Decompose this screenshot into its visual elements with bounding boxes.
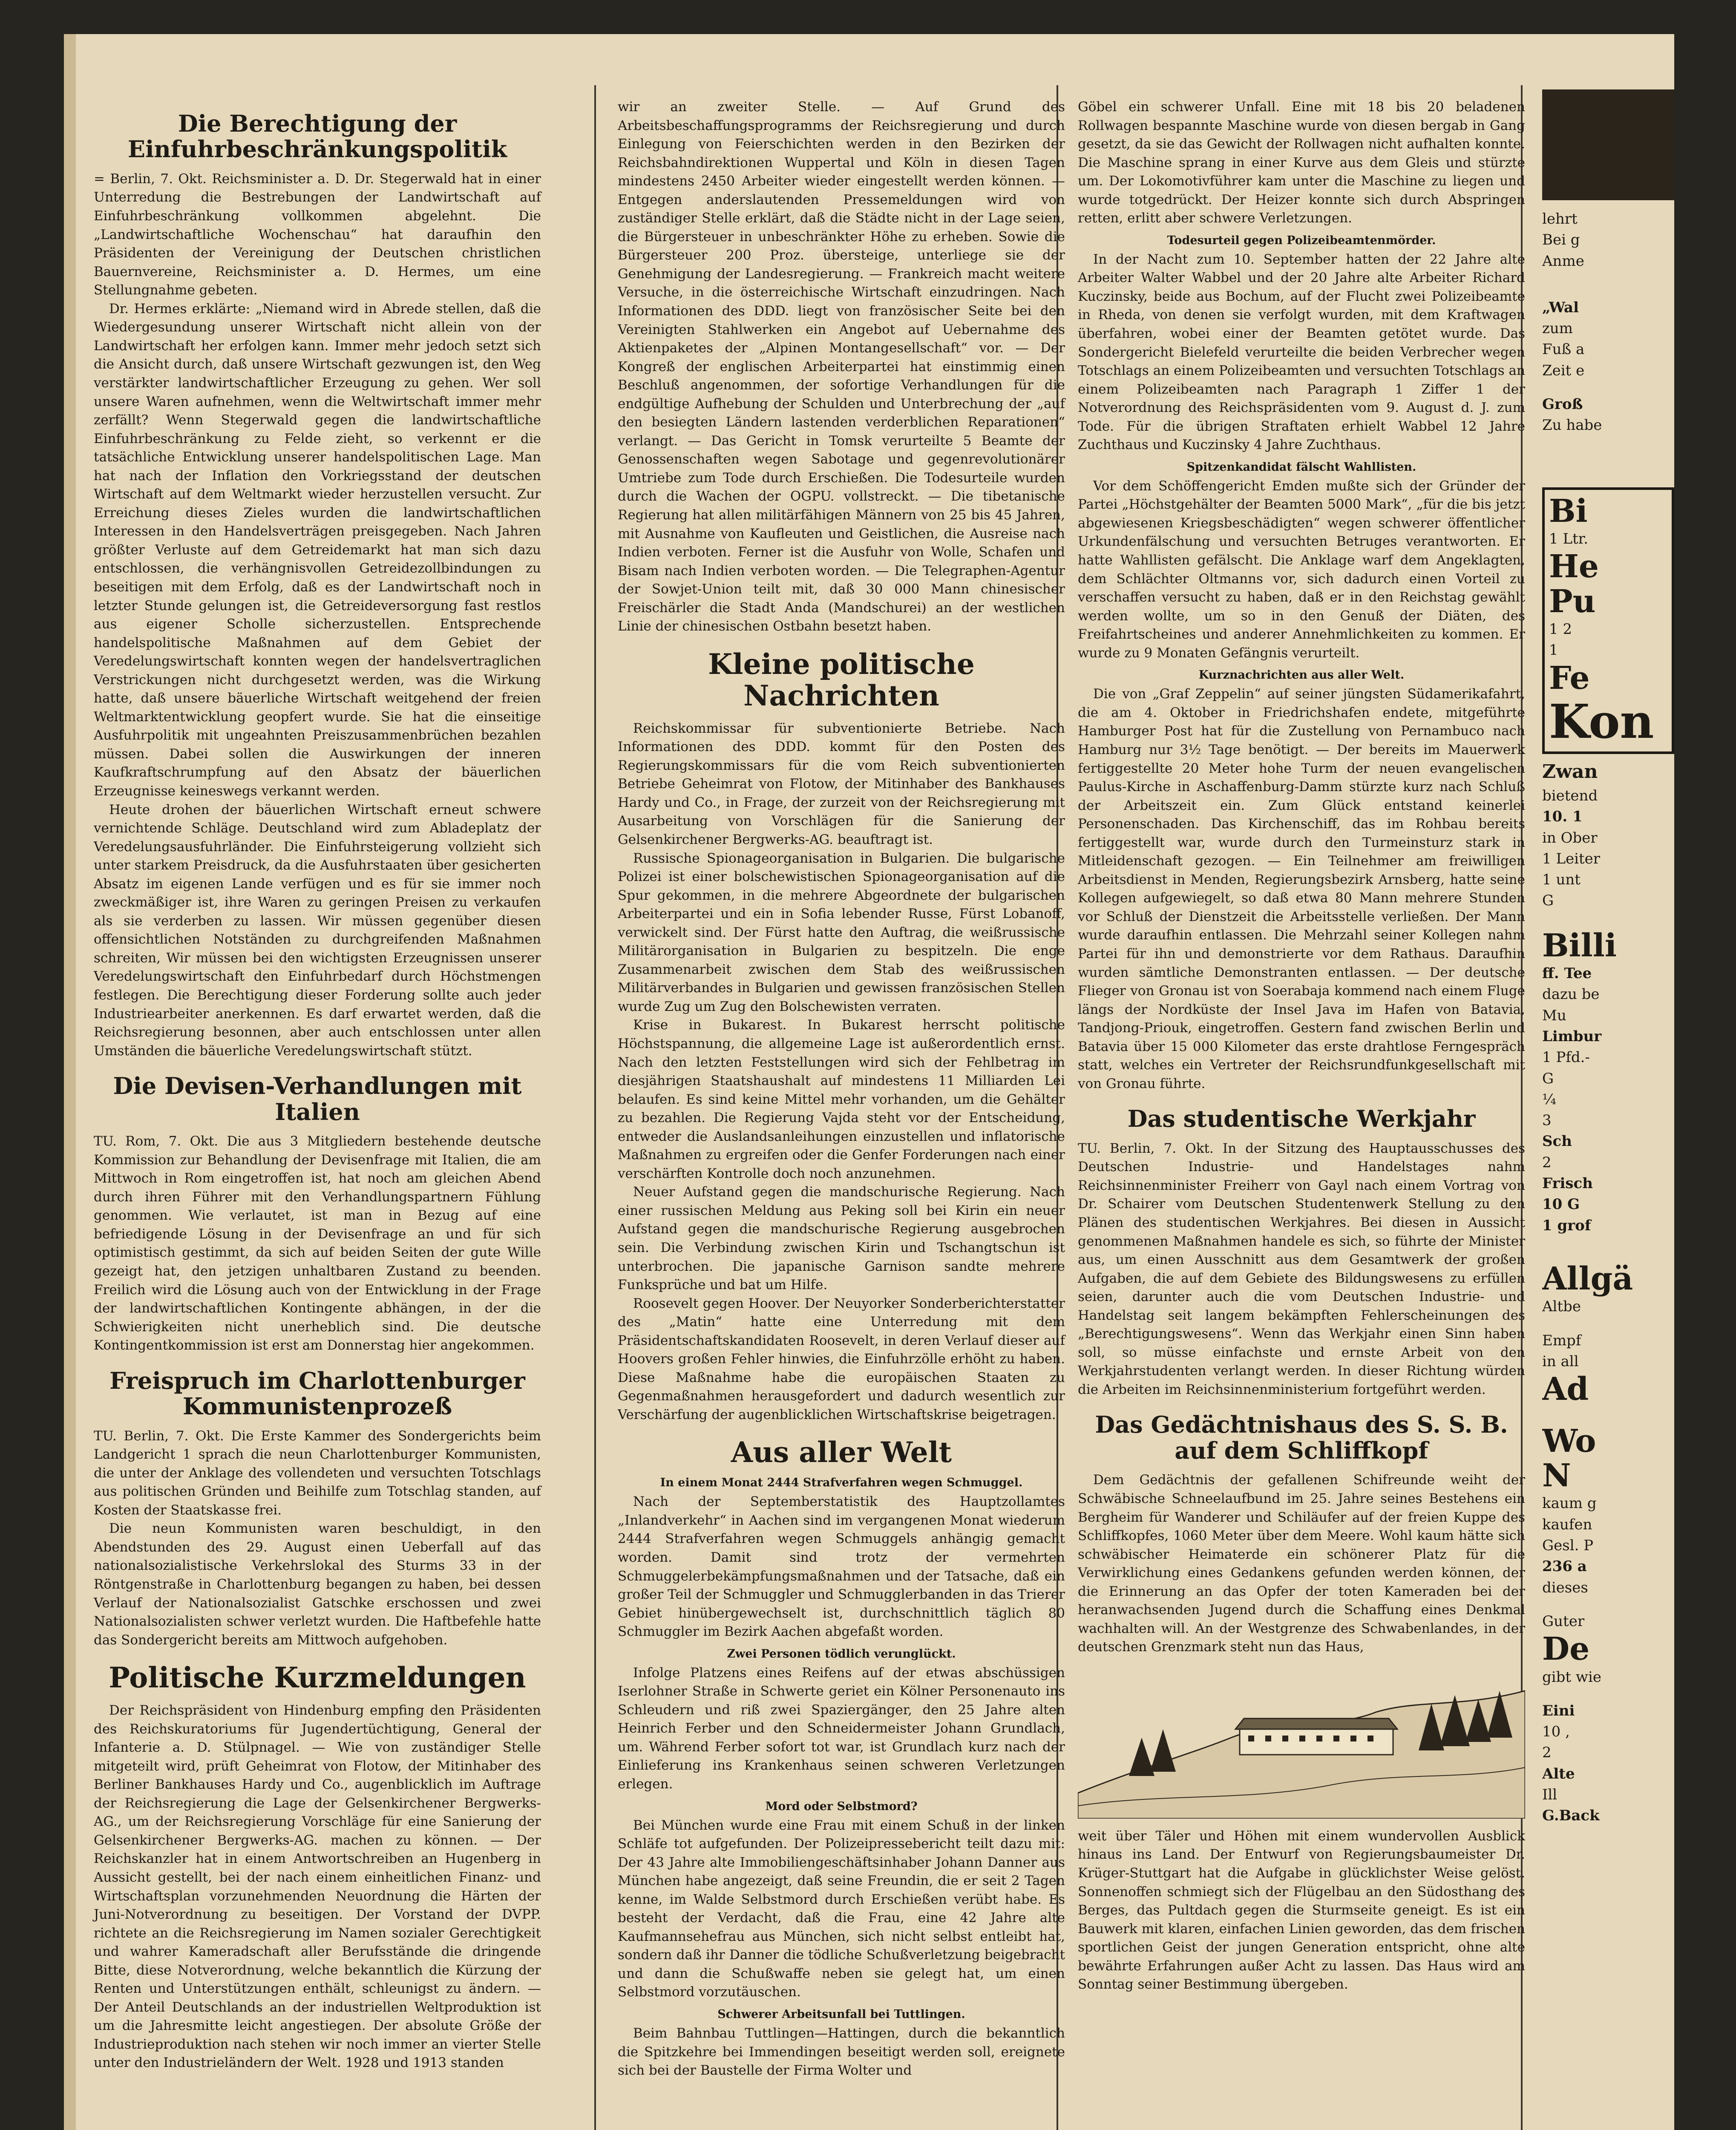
ad-fragment: Eini	[1542, 1702, 1575, 1719]
ad-fragment: 1 unt	[1542, 871, 1581, 889]
article-paragraph: Göbel ein schwerer Unfall. Eine mit 18 bis 20 beladenen Rollwagen bespannte Maschine wurde von diesen bergab in Gang gesetzt, da sie das Gewicht der Rollwagen nicht aufhalten konnte. Die Maschine sprang in einer Kurve aus dem Gleis und stürzte um. Der Lokomotivführer kam unter die Maschine zu liegen und wurde totgedrückt. Der Heizer konnte sich durch Abspringen retten, erlitt aber schwere Verletzungen.	[1078, 99, 1525, 226]
ad-fragment: De	[1542, 1631, 1590, 1668]
ad-fragment: in Ober	[1542, 829, 1598, 846]
ad-fragment: Kon	[1549, 694, 1654, 749]
article-paragraph: Russische Spionageorganisation in Bulgarien. Die bulgarische Polizei ist einer bolschewistischen Spionageorganisation auf die Spur gekommen, in die mehrere Abgeordnete der bulgarischen Arbeiterpartei und ein in Sofia lebender Russe, Fürst Lobanoff, verwickelt sind. Der Fürst hatte den Auftrag, die weißrussische Militärorganisation in Bulgarien zu bespitzeln. Die enge Zusammenarbeit zwischen dem Stab des weißrussischen Militärverbandes in Bulgarien und gewissen französischen Stellen wurde Zug um Zug den Bolschewisten verraten.	[618, 850, 1065, 1014]
ad-fragment: Wo	[1542, 1422, 1596, 1459]
article-paragraph: Neuer Aufstand gegen die mandschurische Regierung. Nach einer russischen Meldung aus Peking soll bei Kirin ein neuer Aufstand gegen die mandschurische Regierung ausgebrochen sein. Die Verbindung zwischen Kirin und Tschangtschun ist unterbrochen. Die japanische Garnison sandte mehrere Funksprüche und bat um Hilfe.	[618, 1184, 1065, 1293]
subheading: Kurznachrichten aus aller Welt.	[1198, 668, 1405, 682]
ad-fragment: G.Back	[1542, 1807, 1600, 1825]
ad-fragment: ¼	[1542, 1091, 1556, 1108]
ad-fragment: Groß	[1542, 396, 1583, 413]
article-paragraph: Die neun Kommunisten waren beschuldigt, in den Abendstunden des 29. August einen Ueberfall auf das nationalsozialistische Verkehrslokal des Sturms 33 in der Röntgenstraße in Charlottenburg begangen zu haben, bei dessen Verlauf der Nationalsozialist Gatschke erschossen und zwei Nationalsozialisten schwer verletzt wurden. Die Haftbefehle hatte das Sondergericht bereits am Mittwoch aufgehoben.	[94, 1521, 541, 1648]
article-paragraph: = Berlin, 7. Okt. Reichsminister a. D. Dr. Stegerwald hat in einer Unterredung die Bestrebungen der Landwirtschaft auf Einfuhrbeschränkung vollkommen abgelehnt. Die „Landwirtschaftliche Wochenschau“ hat daraufhin den Präsidenten der Vereinigung der Deutschen christlichen Bauernvereine, Reichsminister a. D. Hermes, um eine Stellungnahme gebeten.	[94, 171, 541, 298]
ad-fragment: dazu be	[1542, 986, 1600, 1003]
article-paragraph: Reichskommissar für subventionierte Betriebe. Nach Informationen des DDD. kommt für den Posten des Regierungskommissars für die vom Reich subventionierten Betriebe Geheimrat von Flotow, der Mitinhaber des Bankhauses Hardy und Co., in Frage, der zurzeit von der Reichsregierung mit Ausarbeitung von Vorschlägen für die Sanierung der Gelsenkirchener Bergwerks-AG. beauftragt ist.	[618, 720, 1065, 847]
ad-fragment: Mu	[1542, 1007, 1566, 1024]
article-paragraph: Infolge Platzens eines Reifens auf der etwas abschüssigen Iserlohner Straße in Schwerte geriet ein Kölner Personenauto ins Schleudern und riß zwei Spaziergänger, den 25 Jahre alten Heinrich Ferber und den Schneidermeister Johann Grundlach, um. Während Ferber sofort tot war, ist Grundlach kurz nach der Einlieferung ins Krankenhaus seinen schweren Verletzungen erlegen.	[618, 1665, 1065, 1792]
ad-fragment: 10. 1	[1542, 808, 1583, 826]
ad-fragment: 1 Pfd.-	[1542, 1049, 1590, 1066]
ad-graphic	[1542, 89, 1674, 200]
ad-fragment: N	[1542, 1457, 1571, 1494]
ad-fragment: Altbe	[1542, 1298, 1581, 1315]
ad-fragment: 1 2	[1549, 621, 1572, 638]
mountain-house-illustration	[1078, 1665, 1525, 1819]
ad-fragment: Empf	[1542, 1332, 1581, 1349]
ad-fragment: zum	[1542, 320, 1573, 337]
ad-fragment: Ad	[1542, 1371, 1589, 1408]
ad-fragment: 10 ,	[1542, 1723, 1570, 1741]
article-paragraph: TU. Berlin, 7. Okt. In der Sitzung des Hauptausschusses des Deutschen Industrie- und Handelstages nahm Reichsinnenminister Freiherr von Gayl nach einem Vortrag von Dr. Schairer vom Deutschen Studentenwerk Stellung zu den Plänen des studentischen Werkjahres. Bei diesen in Aussicht genommenen Maßnahmen handele es sich, so führte der Minister aus, um einen Ausschnitt aus dem Gesamtwerk der großen Aufgaben, die auf dem Gebiete des Bildungswesens zu erfüllen seien, darunter auch die vom Deutschen Industrie- und Handelstag seit langem bekämpften Fehlerscheinungen des „Berechtigungswesens“. Wenn das Werkjahr einen Sinn haben soll, so müsse einfachste und ernste Arbeit von den Werkjahrstudenten verlangt werden. In dieser Richtung würden die Arbeiten im Reichsinnenministerium fortgeführt werden.	[1078, 1140, 1525, 1397]
column-1	[94, 98, 541, 2072]
article-paragraph: Beim Bahnbau Tuttlingen—Hattingen, durch die bekanntlich die Spitzkehre bei Immendingen beseitigt werden soll, ereignete sich bei der Baustelle der Firma Wolter und	[618, 2026, 1065, 2078]
ad-fragment: Gesl. P	[1542, 1537, 1594, 1554]
article-paragraph: Bei München wurde eine Frau mit einem Schuß in der linken Schläfe tot aufgefunden. Der Polizeipressebericht teilt dazu mit: Der 43 Jahre alte Immobiliengeschäftsinhaber Johann Danner aus München habe angezeigt, daß seine Freundin, die er seit 2 Tagen kenne, im Walde Selbstmord durch Erschießen verübt habe. Es besteht der Verdacht, daß die Frau, eine 42 Jahre alte Kaufmannsehefrau aus München, sich nicht selbst entleibt hat, sondern daß ihr Danner die tödliche Schußverletzung beigebracht und dann die Schußwaffe neben sie gelegt hat, um einen Selbstmord vorzutäuschen.	[618, 1817, 1065, 2000]
ad-box	[1542, 487, 1674, 754]
newspaper-page	[64, 34, 1674, 2130]
subheading: Spitzenkandidat fälscht Wahllisten.	[1186, 460, 1416, 474]
ad-fragment: 3	[1542, 1112, 1552, 1129]
ad-fragment: 1 Ltr.	[1549, 530, 1589, 548]
ad-fragment: G	[1542, 1070, 1554, 1087]
headline-einfuhr: Die Berechtigung der Einfuhrbeschränkungspolitik	[127, 110, 507, 163]
article-paragraph: Der Reichspräsident von Hindenburg empfing den Präsidenten des Reichskuratoriums für Jugendertüchtigung, General der Infanterie a. D. Stülpnagel. — Wie von zuständiger Stelle mitgeteilt wird, prüft Geheimrat von Flotow, der Mitinhaber des Berliner Bankhauses Hardy und Co., augenblicklich im Auftrage der Reichsregierung die Lage der Gelsenkirchener Bergwerks-AG., um der Reichsregierung Vorschläge für eine Sanierung der Gelsenkirchener Bergwerks-AG. machen zu können. — Der Reichskanzler hat in einem Antwortschreiben an Hugenberg in Aussicht gestellt, bei der nach einem einheitlichen Finanz- und Wirtschaftsplan vorzunehmenden Neuordnung die Härten der Juni-Notverordnung zu beseitigen. Der Vorstand der DVPP. richtete an die Reichsregierung im Namen sozialer Gerechtigkeit und wahrer Kameradschaft aller Berufsstände die dringende Bitte, diese Notverordnung, welche bekanntlich die Kürzung der Renten und Unterstützungen enthält, schleunigst zu ändern. — Der Anteil Deutschlands an der industriellen Weltproduktion ist um die Jahresmitte leicht angestiegen. Der absolute Größe der Industrieproduktion nach stehen wir noch immer an vierter Stelle unter den Industrieländern der Welt. 1928 und 1913 standen	[94, 1703, 541, 2071]
article-paragraph: Die von „Graf Zeppelin“ auf seiner jüngsten Südamerikafahrt, die am 4. Oktober in Friedrichshafen endete, mitgeführte Hamburger Post hat für die Zustellung von Pernambuco nach Hamburg nur 3½ Tage benötigt. — Der bereits im Mauerwerk fertiggestellte 20 Meter hohe Turm der neuen evangelischen Paulus-Kirche in Aschaffenburg-Damm stürzte kurz nach Schluß der Arbeitszeit ein. Zum Glück entstand keinerlei Personenschaden. Das Kirchenschiff, das im Rohbau bereits fertiggestellt war, wurde durch den Turmeinsturz stark in Mitleidenschaft gezogen. — Ein Teilnehmer am freiwilligen Arbeitsdienst in Menden, Regierungsbezirk Arnsberg, hatte seine Kollegen aufgewiegelt, so daß etwa 80 Mann mehrere Stunden vor Schluß der Dienstzeit die Arbeitsstelle verließen. Der Mann wurde daraufhin entlassen. Die Mehrzahl seiner Kollegen nahm Partei für ihn und demonstrierte vor dem Rathaus. Daraufhin wurden sämtliche Demonstranten entlassen. — Der deutsche Flieger von Gronau ist von Soerabaja kommend nach einem Fluge längs der Nordküste der Insel Java im Hafen von Batavia, Tandjong-Priouk, eingetroffen. Gestern fand zwischen Berlin und Batavia über 15 000 Kilometer das erste drahtlose Ferngespräch statt, welches ein Vertreter der Reichsrundfunkgesellschaft mit von Gronau führte.	[1078, 686, 1525, 1091]
ad-fragment: 2	[1542, 1744, 1552, 1762]
article-paragraph: Dr. Hermes erklärte: „Niemand wird in Abrede stellen, daß die Wiedergesundung unserer Wirtschaft nicht allein von der Landwirtschaft her erfolgen kann. Immer mehr jedoch setzt sich die Ansicht durch, daß unsere Wirtschaft gezwungen ist, den Weg verstärkter landwirtschaftlicher Erzeugung zu gehen. Wer soll unsere Waren aufnehmen, wenn die Weltwirtschaft immer mehr zerfällt? Wenn Stegerwald gegen die landwirtschaftliche Einfuhrbeschränkung zu Felde zieht, so verkennt er die tatsächliche Entwicklung unserer handelspolitischen Lage. Man hat nach der Inflation den Vorkriegsstand der deutschen Wirtschaft auf dem Weltmarkt wieder herzustellen versucht. Zur Erreichung dieses Zieles wurden die landwirtschaftlichen Interessen in den Handelsverträgen preisgegeben. Nach Jahren größter Verluste auf dem Getreidemarkt hat man sich dazu entschlossen, die verhängnisvollen Getreidezollbindungen zu beseitigen mit dem Erfolg, daß es der Landwirtschaft noch in letzter Stunde gelungen ist, die Getreideversorgung fast restlos aus eigener Scholle sicherzustellen. Entsprechende handelspolitische Maßnahmen auf dem Gebiet der Veredelungswirtschaft konnten wegen der handelsvertraglichen Verstrickungen nicht durchgesetzt werden, was die Wirkung hatte, daß unsere bäuerliche Wirtschaft weitgehend der freien Weltmarktentwicklung geopfert wurde. Sie hat die einseitige Ausfuhrpolitik mit ungeahnten Preiszusammenbrüchen bezahlen müssen. Dabei sollen die Auswirkungen der inneren Kaufkraftschrumpfung auf den Absatz der bäuerlichen Erzeugnisse keineswegs verkannt werden.	[94, 301, 541, 799]
ad-fragment: in all	[1542, 1353, 1579, 1370]
ad-fragment: Zeit e	[1542, 362, 1585, 379]
ad-fragment: bietend	[1542, 787, 1598, 804]
ad-fragment: Bei g	[1542, 231, 1580, 249]
ad-fragment: Frisch	[1542, 1175, 1593, 1192]
ad-fragment: 10 G	[1542, 1196, 1580, 1213]
ad-fragment: Limbur	[1542, 1028, 1602, 1045]
ad-fragment: G	[1542, 892, 1554, 910]
binding-edge	[64, 34, 76, 2130]
ad-fragment: „Wal	[1542, 299, 1579, 316]
ad-fragment: Zu habe	[1542, 417, 1602, 434]
headline-devisen: Die Devisen-Verhandlungen mit Italien	[113, 1072, 522, 1125]
article-paragraph: TU. Rom, 7. Okt. Die aus 3 Mitgliedern bestehende deutsche Kommission zur Behandlung der Devisenfrage mit Italien, die am Mittwoch in Rom eingetroffen ist, hat noch am gleichen Abend durch ihren Führer mit den Verhandlungspartnern Fühlung genommen. Wie verlautet, ist man in Bezug auf eine befriedigende Lösung in der Devisenfrage an und für sich optimistisch gestimmt, da sich auf beiden Seiten der gute Wille gezeigt hat, den jetzigen unhaltbaren Zustand zu beenden. Freilich wird die Lösung auch von der Entwicklung in der Frage der landwirtschaftlichen Kontingente abhängen, in der die Schwierigkeiten nicht unerheblich sind. Die deutsche Kontingentkommission ist erst am Donnerstag hier angekommen.	[94, 1134, 541, 1353]
article-paragraph: Heute drohen der bäuerlichen Wirtschaft erneut schwere vernichtende Schläge. Deutschland wird zum Abladeplatz der Veredelungsausfuhrländer. Die Einfuhrsteigerung vollzieht sich unter starkem Preisdruck, da die Ausfuhrstaaten über gesicherten Absatz im eigenen Lande verfügen und es für sie immer noch zweckmäßiger ist, ihre Waren zu geringen Preisen zu verkaufen als sie verderben zu lassen. Wir müssen gegenüber diesen offensichtlichen Notständen zu durchgreifenden Maßnahmen schreiten, Wir müssen bei den wichtigsten Erzeugnissen unserer Veredelungswirtschaft den Einfuhrbedarf durch Höchstmengen festlegen. Die Berechtigung dieser Forderung sollte auch jeder Industriearbeiter anerkennen. Es darf erwartet werden, daß die Reichsregierung besonnen, aber auch entschlossen unter allen Umständen die bäuerliche Veredelungswirtschaft stützt.	[94, 802, 541, 1059]
ad-fragment: 1 grof	[1542, 1217, 1591, 1234]
column-rule	[594, 85, 596, 2130]
ad-fragment: gibt wie	[1542, 1668, 1601, 1686]
article-paragraph: Vor dem Schöffengericht Emden mußte sich der Gründer der Partei „Höchstgehälter der Beamten 5000 Mark“, „für die bis jetzt abgewiesenen Kriegsbeschädigten“ wegen schwerer öffentlicher Urkundenfälschung und versuchten Betruges verantworten. Er hatte Wahllisten gefälscht. Die Anklage warf dem Angeklagten, dem Schlächter Oltmanns vor, sich dadurch einen Vorteil zu verschaffen versucht zu haben, daß er in den Reichstag gewählt werden wollte, um so in den Genuß der Diäten, des Freifahrtscheines und anderer Annehmlichkeiten zu kommen. Er wurde zu 9 Monaten Gefängnis verurteilt.	[1078, 478, 1525, 661]
ad-fragment: He	[1549, 548, 1599, 585]
ad-fragment: Billi	[1542, 927, 1617, 964]
subheading: In einem Monat 2444 Strafverfahren wegen Schmuggel.	[660, 1476, 1023, 1490]
article-paragraph: wir an zweiter Stelle. — Auf Grund des Arbeitsbeschaffungsprogramms der Reichsregierung und durch Einlegung von Feierschichten werden in den Bezirken der Reichsbahndirektionen Wuppertal und Köln in diesen Tagen mindestens 2450 Arbeiter wieder eingestellt werden können. — Entgegen anderslautenden Pressemeldungen wird von zuständiger Stelle erklärt, daß die Städte nicht in der Lage seien, die Bürgersteuer in unbeschränkter Höhe zu erheben. Sowie die Bürgersteuer 200 Proz. übersteige, unterliege sie der Genehmigung der Landesregierung. — Frankreich macht weitere Versuche, in die österreichische Wirtschaft einzudringen. Nach Informationen des DDD. liegt von französischer Seite bei den Vereinigten Stahlwerken ein Angebot auf Uebernahme des Aktienpaketes der „Alpinen Montangesellschaft“ vor. — Der Kongreß der englischen Arbeiterpartei hat einstimmig einen Beschluß angenommen, der sofortige Verhandlungen für die endgültige Aufhebung der Schulden und Unterbrechung der „auf den besiegten Ländern lastenden verderblichen Reparationen“ verlangt. — Das Gericht in Tomsk verurteilte 5 Beamte der Genossenschaften wegen Sabotage und gegenrevolutionärer Umtriebe zum Tode durch Erschießen. Die Todesurteile wurden durch die Wachen der OGPU. vollstreckt. — Die tibetanische Regierung hat allen militärfähigen Männern von 25 bis 45 Jahren, mit Ausnahme von Kaufleuten und Geistlichen, die Ausreise nach Indien verboten. Ferner ist die Ausfuhr von Wolle, Schafen und Bisam nach Indien verboten worden. — Die Telegraphen-Agentur der Sowjet-Union teilt mit, daß 30 000 Mann chinesischer Freischärler die Stadt Anda (Mandschurei) an der westlichen Linie der chinesischen Ostbahn besetzt haben.	[618, 99, 1065, 634]
column-4-advertisements	[1542, 89, 1674, 1827]
column-3	[1078, 98, 1525, 1994]
ad-fragment: 236 a	[1542, 1558, 1587, 1575]
ad-fragment: Sch	[1542, 1133, 1572, 1150]
article-paragraph: Roosevelt gegen Hoover. Der Neuyorker Sonderberichterstatter des „Matin“ hatte eine Unterredung mit dem Präsidentschaftskandidaten Roosevelt, in deren Verlauf dieser auf Hoovers großen Fehler hinwies, die Einfuhrzölle erhöht zu haben. Diese Maßnahme habe die europäischen Staaten zu Gegenmaßnahmen herausgefordert und dadurch wesentlich zur Verschärfung der augenblicklichen Wirtschaftskrise beigetragen.	[618, 1295, 1065, 1422]
ad-fragment: Fe	[1549, 659, 1590, 697]
article-paragraph: Dem Gedächtnis der gefallenen Schifreunde weiht der Schwäbische Schneelaufbund im 25. Jahre seines Bestehens ein Bergheim für Wanderer und Schiläufer auf der freien Kuppe des Schliffkopfes, 1060 Meter über dem Meere. Wohl kaum hätte sich schwäbischer Heimaterde ein schönerer Platz für die Verwirklichung eines Gedankens gefunden werden können, der die Erinnerung an das Opfer der toten Kameraden bei der heranwachsenden Jugend durch die Schaffung eines Denkmal wachhalten will. An der Westgrenze des Schwabenlandes, in der deutschen Grenzmark steht nun das Haus,	[1078, 1472, 1525, 1655]
subheading: Mord oder Selbstmord?	[765, 1799, 918, 1813]
headline-aus-aller-welt: Aus aller Welt	[731, 1436, 952, 1469]
ad-fragment: 1 Leiter	[1542, 850, 1601, 867]
ad-fragment: Guter	[1542, 1612, 1585, 1630]
subheading: Zwei Personen tödlich verunglückt.	[727, 1647, 956, 1661]
subheading: Schwerer Arbeitsunfall bei Tuttlingen.	[717, 2008, 965, 2021]
article-paragraph: Nach der Septemberstatistik des Hauptzollamtes „Inlandverkehr“ in Aachen sind im vergangenen Monat wiederum 2444 Strafverfahren wegen Schmuggels anhängig gemacht worden. Damit sind trotz der vermehrten Schmuggelerbekämpfungsmaßnahmen und der Tatsache, daß ein großer Teil der Schmuggler und Schmugglerbanden in das Trierer Gebiet hinübergewechselt ist, durchschnittlich täglich 80 Schmuggler im Bezirk Aachen abgefaßt worden.	[618, 1494, 1065, 1640]
ad-fragment: dieses	[1542, 1579, 1588, 1596]
article-paragraph: TU. Berlin, 7. Okt. Die Erste Kammer des Sondergerichts beim Landgericht 1 sprach die neun Charlottenburger Kommunisten, die unter der Anklage des vollendeten und versuchten Totschlags aus politischen Gründen und Beihilfe zum Totschlag standen, auf Kosten der Staatskasse frei.	[94, 1428, 541, 1518]
ad-fragment: Allgä	[1542, 1260, 1633, 1297]
ad-fragment: Bi	[1549, 492, 1588, 530]
ad-fragment: kaufen	[1542, 1516, 1592, 1533]
ad-fragment: kaum g	[1542, 1495, 1597, 1512]
ad-fragment: lehrt	[1542, 210, 1578, 227]
ad-fragment: 1	[1549, 642, 1558, 659]
headline-kurzmeldungen: Politische Kurzmeldungen	[109, 1661, 526, 1695]
article-paragraph: Krise in Bukarest. In Bukarest herrscht politische Höchstspannung, die allgemeine Lage ist außerordentlich ernst. Nach den letzten Feststellungen wird sich der Fehlbetrag im diesjährigen Staatshaushalt auf mindestens 11 Milliarden Lei belaufen. Es sind keine Mittel mehr vorhanden, um die Gehälter zu bezahlen. Die Regierung Vajda steht vor der Entscheidung, entweder die Auslandsanleihungen einzustellen und inflatorische Maßnahmen zu ergreifen oder die Genfer Forderungen nach einer verschärften Kontrolle doch noch anzunehmen.	[618, 1017, 1065, 1181]
ad-fragment: Alte	[1542, 1765, 1575, 1782]
ad-fragment: Fuß a	[1542, 341, 1585, 358]
ad-fragment: 2	[1542, 1154, 1552, 1171]
ad-fragment: Ill	[1542, 1786, 1558, 1804]
ad-fragment: Pu	[1549, 583, 1596, 620]
headline-werkjahr: Das studentische Werkjahr	[1127, 1105, 1476, 1133]
subheading: Todesurteil gegen Polizeibeamtenmörder.	[1167, 233, 1436, 247]
headline-gedaechtnishaus: Das Gedächtnishaus des S. S. B. auf dem Schliffkopf	[1095, 1411, 1508, 1464]
article-paragraph: In der Nacht zum 10. September hatten der 22 Jahre alte Arbeiter Walter Wabbel und der 20 Jahre alte Arbeiter Richard Kuczinsky, beide aus Bochum, auf der Flucht zwei Polizeibeamte in Rheda, von denen sie verfolgt wurden, mit dem Kraftwagen überfahren, wobei einer der Beamten getötet wurde. Das Sondergericht Bielefeld verurteilte die beiden Verbrecher wegen Totschlags an einem Polizeibeamten und versuchten Totschlags an einem Polizeibeamten nach Paragraph 1 Ziffer 1 der Notverordnung des Reichspräsidenten vom 9. August d. J. zum Tode. Für die übrigen Straftaten erhielt Wabbel 12 Jahre Zuchthaus und Kuczinsky 4 Jahre Zuchthaus.	[1078, 251, 1525, 453]
ad-fragment: ff. Tee	[1542, 965, 1592, 982]
headline-kleine-nachrichten: Kleine politische Nachrichten	[708, 647, 975, 712]
headline-freispruch: Freispruch im Charlottenburger Kommunistenprozeß	[109, 1367, 525, 1420]
ad-fragment: Zwan	[1542, 761, 1598, 783]
article-paragraph: weit über Täler und Höhen mit einem wundervollen Ausblick hinaus ins Land. Der Entwurf von Regierungsbaumeister Dr. Krüger-Stuttgart hat die Aufgabe in glücklichster Weise gelöst. Sonnenoffen schmiegt sich der Flügelbau an den Südosthang des Berges, das Pultdach gegen die Sturmseite geneigt. Es ist ein Bauwerk mit klaren, einfachen Linien geworden, das dem frischen sportlichen Geist der jungen Generation entspricht, ohne alte bewährte Erfahrungen außer Acht zu lassen. Das Haus wird am Sonntag seiner Bestimmung übergeben.	[1078, 1828, 1525, 1992]
ad-fragment: Anme	[1542, 252, 1584, 270]
column-2	[618, 98, 1065, 2080]
